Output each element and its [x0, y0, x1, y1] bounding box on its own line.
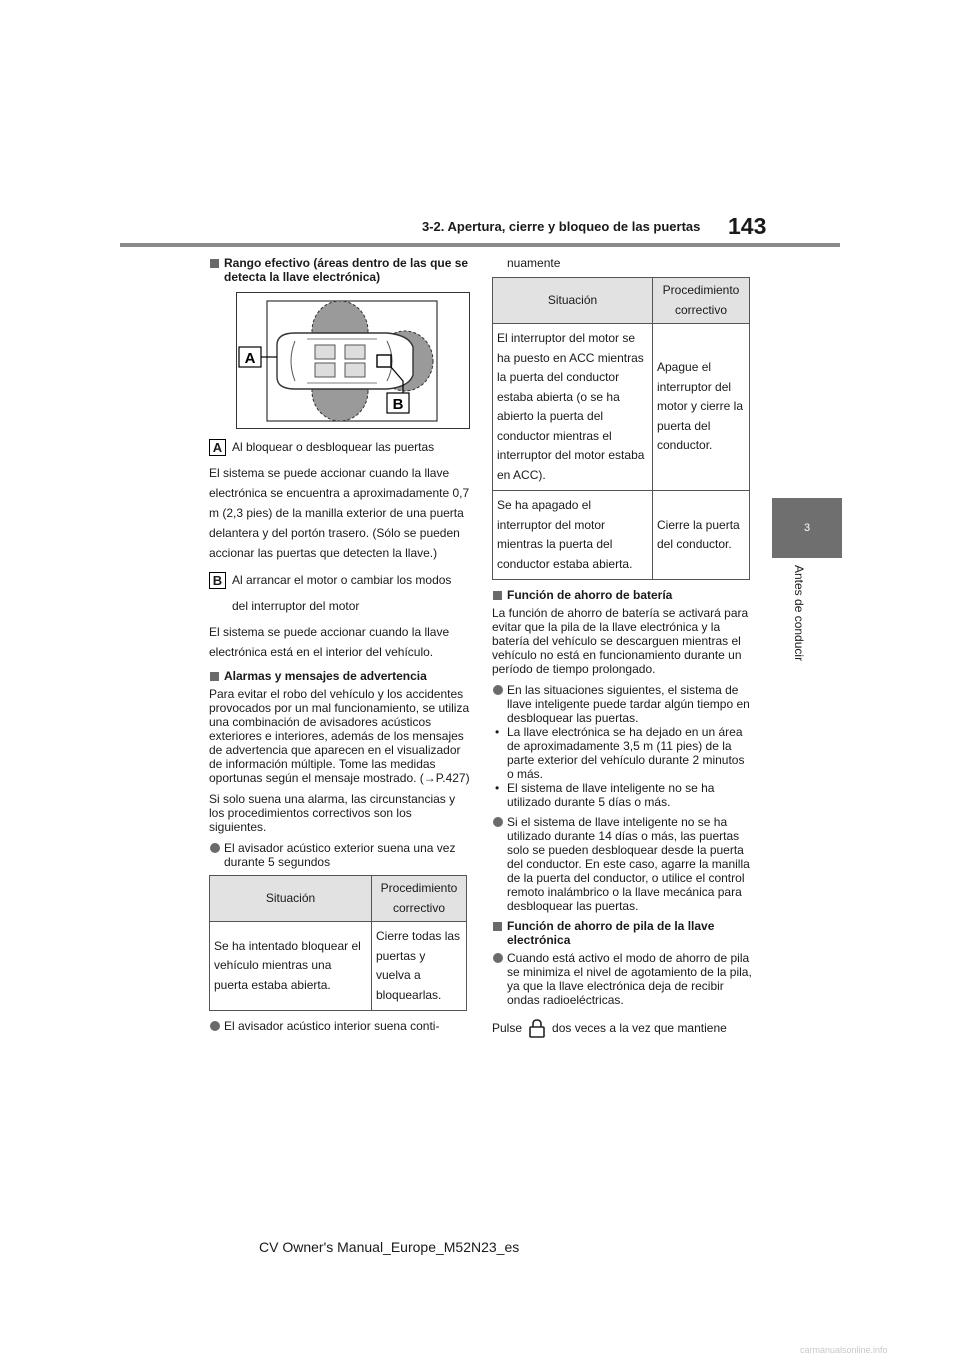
- page-number: 143: [728, 213, 767, 239]
- label-b-badge: B: [209, 572, 226, 589]
- label-a-row: [209, 437, 471, 457]
- table-cell-situation: Se ha apagado el interruptor del motor mientras la puerta del conductor estaba abierta.: [493, 491, 653, 579]
- bullet-exterior-buzzer: El avisador acústico exterior suena una vez durante 5 segundos: [209, 841, 471, 869]
- range-heading: Rango efectivo (áreas dentro de las que se detecta la llave electrónica): [209, 256, 471, 284]
- label-b-text-continued: del interruptor del motor: [232, 599, 360, 613]
- chapter-tab: 3: [772, 498, 842, 558]
- header-divider: [120, 243, 840, 247]
- exterior-buzzer-table: [209, 875, 467, 1011]
- battery-saver-heading: Función de ahorro de batería: [492, 588, 754, 602]
- bullet-key-battery-saver-mode: Cuando está activo el modo de ahorro de pila se minimiza el nivel de agotamiento de la pila, ya que la llave electrónica deja de recibir ondas radioeléctricas.: [492, 951, 754, 1007]
- table-cell-situation: Se ha intentado bloquear el vehículo mientras una puerta estaba abierta.: [210, 922, 372, 1010]
- table-header: [493, 278, 749, 324]
- interior-buzzer-table: [492, 277, 750, 580]
- bullet-unlock-delay: En las situaciones siguientes, el sistema de llave inteligente puede tardar algún tiempo en desbloquear las puertas.: [492, 683, 754, 725]
- table-cell-situation: El interruptor del motor se ha puesto en ACC mientras la puerta del conductor estaba abierta (o se ha abierto la puerta del conductor mientras el interruptor del motor estaba en ACC).: [493, 324, 653, 490]
- battery-saver-paragraph: La función de ahorro de batería se activará para evitar que la pila de la llave electrónica y la batería del vehículo se descarguen mientras el vehículo no está en funcionamiento durante un período de tiempo prolongado.: [492, 606, 749, 676]
- range-paragraph-b: El sistema se puede accionar cuando la llave electrónica está en el interior del vehículo.: [209, 625, 450, 659]
- sub-item-key-left-nearby: • La llave electrónica se ha dejado en un área de aproximadamente 3,5 m (11 pies) de la parte exterior del vehículo durante 2 minutos o más.: [492, 725, 754, 781]
- label-b-text: Al arrancar el motor o cambiar los modos: [232, 573, 452, 587]
- bullet-interior-buzzer: El avisador acústico interior suena conti-: [209, 1019, 471, 1033]
- table-row: [493, 490, 749, 579]
- label-b-row: [209, 570, 471, 590]
- effective-range-diagram: [236, 292, 470, 429]
- sub-item-not-used-5-days: • El sistema de llave inteligente no se ha utilizado durante 5 días o más.: [492, 781, 754, 809]
- diagram-label-a: A: [244, 350, 256, 367]
- bullet-interior-buzzer-continued: nuamente: [507, 256, 561, 270]
- table-cell-procedure: Apague el interruptor del motor y cierre la puerta del conductor.: [657, 360, 744, 453]
- label-a-text: Al bloquear o desbloquear las puertas: [232, 440, 435, 454]
- key-battery-saver-heading: Función de ahorro de pila de la llave electrónica: [492, 919, 754, 947]
- section-title: 3-2. Apertura, cierre y bloqueo de las puertas: [422, 219, 701, 234]
- bullet-not-used-14-days: Si el sistema de llave inteligente no se ha utilizado durante 14 días o más, las puertas solo se pueden desbloquear desde la puerta del conductor. En este caso, agarre la manilla de la puerta del conductor, o utilice el control remoto inalámbrico o la llave mecánica para desbloquear las puertas.: [492, 815, 754, 913]
- table-header: [210, 876, 466, 922]
- table-row: [493, 324, 749, 490]
- car-top-view-illustration: [237, 293, 469, 428]
- alarm-paragraph: Para evitar el robo del vehículo y los accidentes provocados por un mal funcionamiento, se utiliza una combinación de avisadores acústicos exteriores e interiores, además de los mensajes de advertencia que aparecen en el visualizador de información múltiple. Tome las medidas oportunas según el mensaje mostrado. (→P.427): [209, 687, 470, 785]
- table-cell-procedure: Cierre la puerta del conductor.: [657, 517, 740, 551]
- table-header-procedure: Procedimiento correctivo: [662, 283, 740, 317]
- diagram-label-b: B: [392, 396, 404, 413]
- right-column: [492, 256, 754, 1046]
- label-a-badge: A: [209, 439, 226, 456]
- alarm-paragraph-2: Si solo suena una alarma, las circunstancias y los procedimientos correctivos son los siguientes.: [209, 792, 456, 834]
- alarm-heading: Alarmas y mensajes de advertencia: [209, 669, 471, 683]
- table-row: [210, 922, 466, 1010]
- footer-manual-id: CV Owner's Manual_Europe_M52N23_es: [259, 1239, 520, 1255]
- table-header-situation: Situación: [493, 278, 653, 323]
- table-cell-procedure: Cierre todas las puertas y vuelva a bloquearlas.: [376, 929, 461, 1002]
- press-text-before: Pulse: [492, 1021, 523, 1035]
- table-header-situation: Situación: [210, 876, 372, 921]
- table-header-procedure: Procedimiento correctivo: [380, 881, 458, 915]
- range-paragraph-a: El sistema se puede accionar cuando la llave electrónica se encuentra a aproximadamente 0,7 m (2,3 pies) de la manilla exterior de una puerta delantera y del portón trasero. (Sólo se pueden accionar las puertas que detecten la llave.): [209, 466, 470, 560]
- press-text-after: dos veces a la vez que mantiene: [552, 1021, 727, 1035]
- chapter-tab-label: Antes de conducir: [792, 565, 806, 662]
- lock-button-icon: [526, 1017, 548, 1039]
- press-instruction: [492, 1017, 754, 1039]
- left-column: [209, 256, 471, 1039]
- watermark: carmanualsonline.info: [800, 1345, 888, 1355]
